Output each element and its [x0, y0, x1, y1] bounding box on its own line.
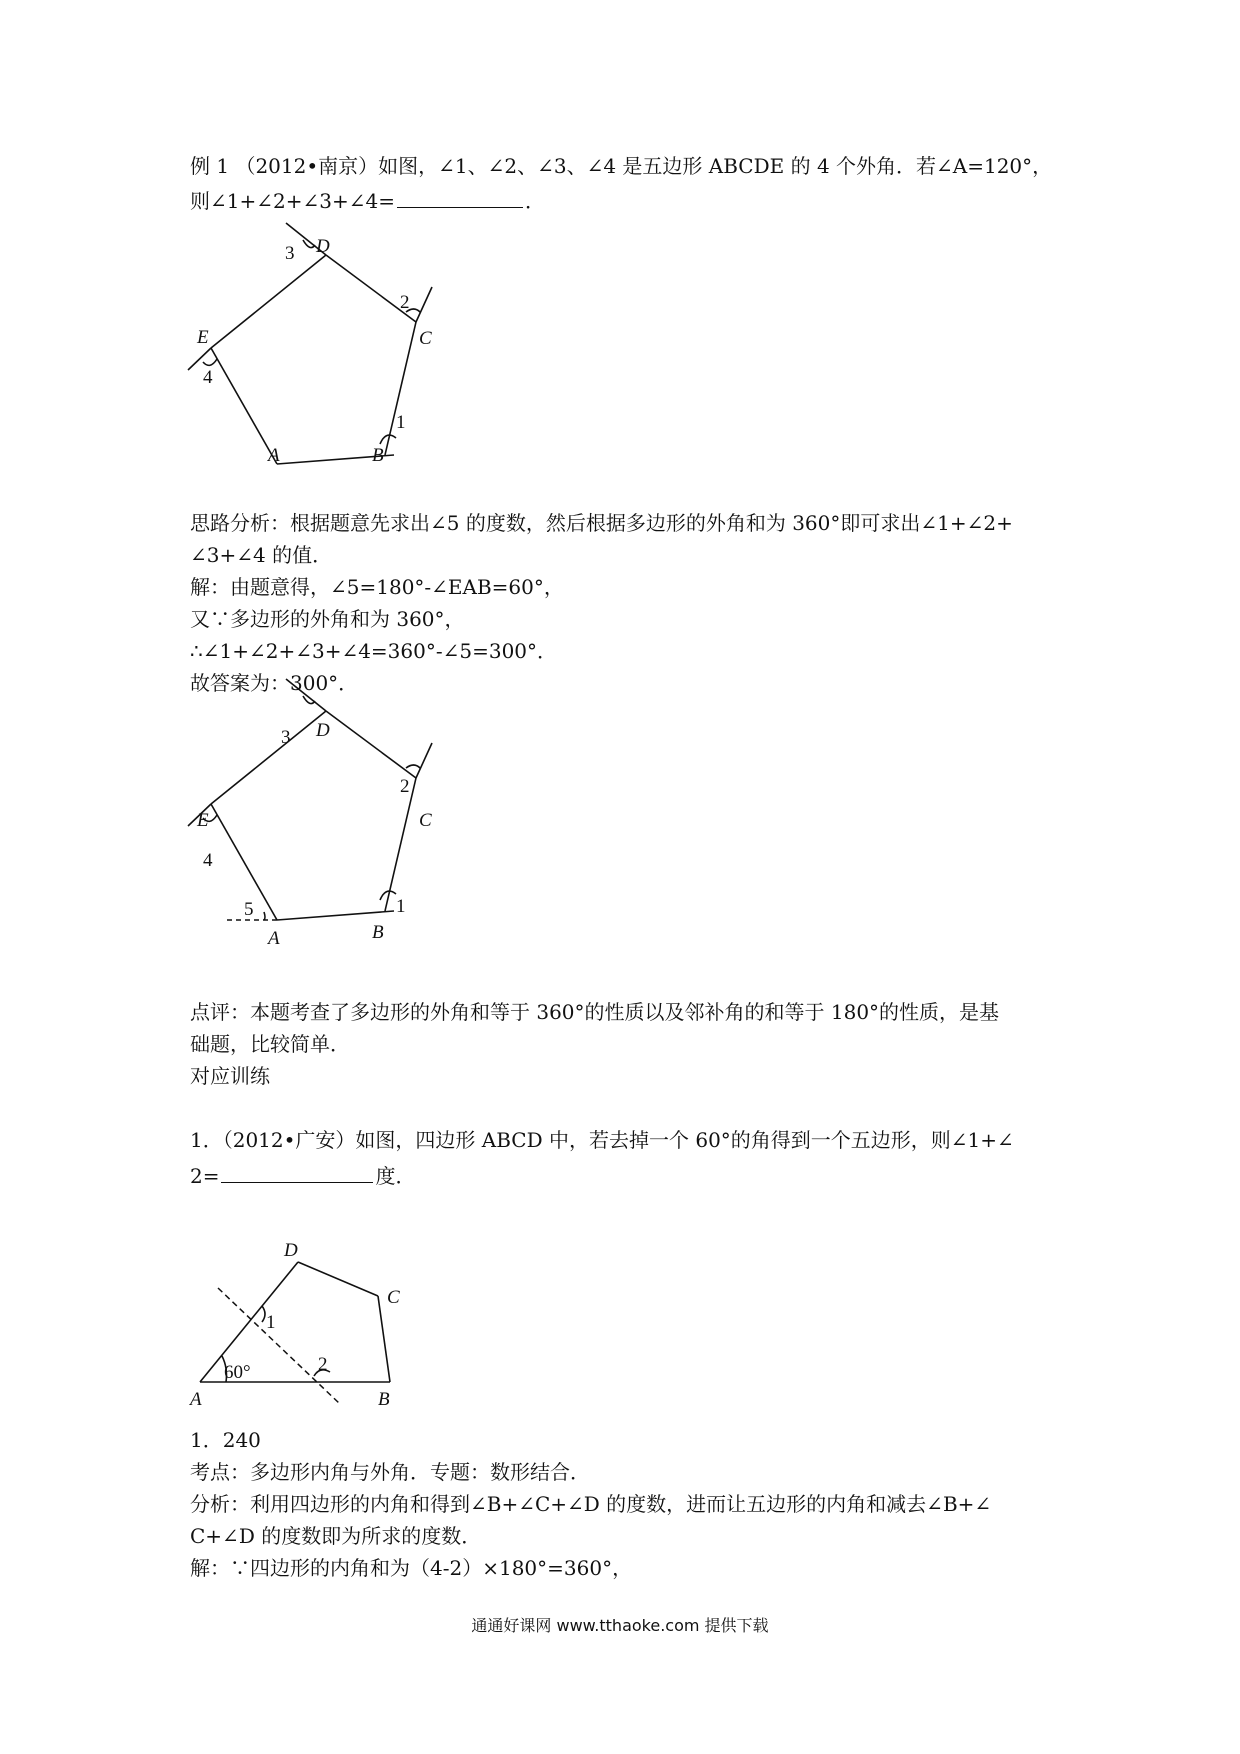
analysis-line3: 解：由题意得，∠5=180°-∠EAB=60°，: [190, 575, 564, 599]
label-A-2: A: [268, 928, 280, 949]
label-angle-3-2: 3: [281, 727, 291, 748]
review-line1: 点评：本题考查了多边形的外角和等于 360°的性质以及邻补角的和等于 180°的性质，是基: [190, 1000, 1000, 1024]
solution1-answer: 1．240: [190, 1428, 261, 1452]
label-B-2: B: [372, 922, 384, 943]
label-angle-2: 2: [400, 292, 410, 313]
example1-line2: [190, 187, 545, 215]
label-angle-2-2: 2: [400, 776, 410, 797]
solution1-kaodian: 考点：多边形内角与外角．专题：数形结合．: [190, 1460, 590, 1484]
label-angle-3: 3: [285, 243, 295, 264]
example1-line2-prefix: 则∠1+∠2+∠3+∠4=: [190, 189, 395, 213]
analysis-line5: ∴∠1+∠2+∠3+∠4=360°-∠5=300°．: [190, 639, 558, 663]
analysis-line2: ∠3+∠4 的值．: [190, 543, 333, 567]
solution1-solve-line1: 解：∵四边形的内角和为（4-2）×180°=360°，: [190, 1556, 633, 1580]
label-B-3: B: [378, 1389, 390, 1410]
analysis-line1: 思路分析：根据题意先求出∠5 的度数，然后根据多边形的外角和为 360°即可求出∠1+∠2+: [190, 511, 1013, 535]
label-B: B: [372, 445, 384, 466]
label-D: D: [316, 236, 330, 257]
review-line2: 础题，比较简单．: [190, 1032, 350, 1056]
analysis-line6: 故答案为：300°．: [190, 671, 359, 695]
label-angle-1: 1: [396, 412, 406, 433]
label-E: E: [197, 327, 209, 348]
example1-line2-suffix: ．: [524, 189, 545, 213]
exercise1-line2-suffix: 度．: [375, 1164, 416, 1188]
label-C: C: [419, 328, 432, 349]
label-A: A: [268, 445, 280, 466]
solution1-analysis-line1: 分析：利用四边形的内角和得到∠B+∠C+∠D 的度数，进而让五边形的内角和减去∠B+∠: [190, 1492, 992, 1516]
label-angle-1-2: 1: [396, 896, 406, 917]
pentagon-figure-1: [180, 222, 440, 467]
exercise1-answer-blank: [221, 1162, 373, 1183]
exercise1-line2: [190, 1162, 415, 1190]
label-A-3: A: [190, 1389, 202, 1410]
label-C-3: C: [387, 1287, 400, 1308]
label-angle-60: 60°: [224, 1362, 251, 1383]
analysis-line4: 又∵多边形的外角和为 360°，: [190, 607, 465, 631]
exercise1-line1: 1．（2012•广安）如图，四边形 ABCD 中，若去掉一个 60°的角得到一个五边形，则∠1+∠: [190, 1128, 1014, 1152]
label-C-2: C: [419, 810, 432, 831]
label-angle-4-2: 4: [203, 850, 213, 871]
label-D-2: D: [316, 720, 330, 741]
label-D-3: D: [284, 1240, 298, 1261]
exercise1-line2-prefix: 2=: [190, 1164, 220, 1188]
example1-line1: 例 1 （2012•南京）如图，∠1、∠2、∠3、∠4 是五边形 ABCDE 的 4 个外角．若∠A=120°，: [190, 154, 1053, 178]
quadrilateral-figure: [185, 1230, 425, 1410]
label-angle-5: 5: [244, 899, 254, 920]
label-angle-1-3: 1: [266, 1312, 276, 1333]
label-angle-2-3: 2: [318, 1354, 328, 1375]
page-footer: 通通好课网 www.tthaoke.com 提供下载: [471, 1616, 769, 1635]
answer-blank: [397, 187, 523, 208]
label-angle-4: 4: [203, 367, 213, 388]
solution1-analysis-line2: C+∠D 的度数即为所求的度数．: [190, 1524, 482, 1548]
section-heading: 对应训练: [190, 1064, 270, 1088]
label-E-2: E: [197, 810, 209, 831]
pentagon-figure-2: [180, 710, 440, 955]
